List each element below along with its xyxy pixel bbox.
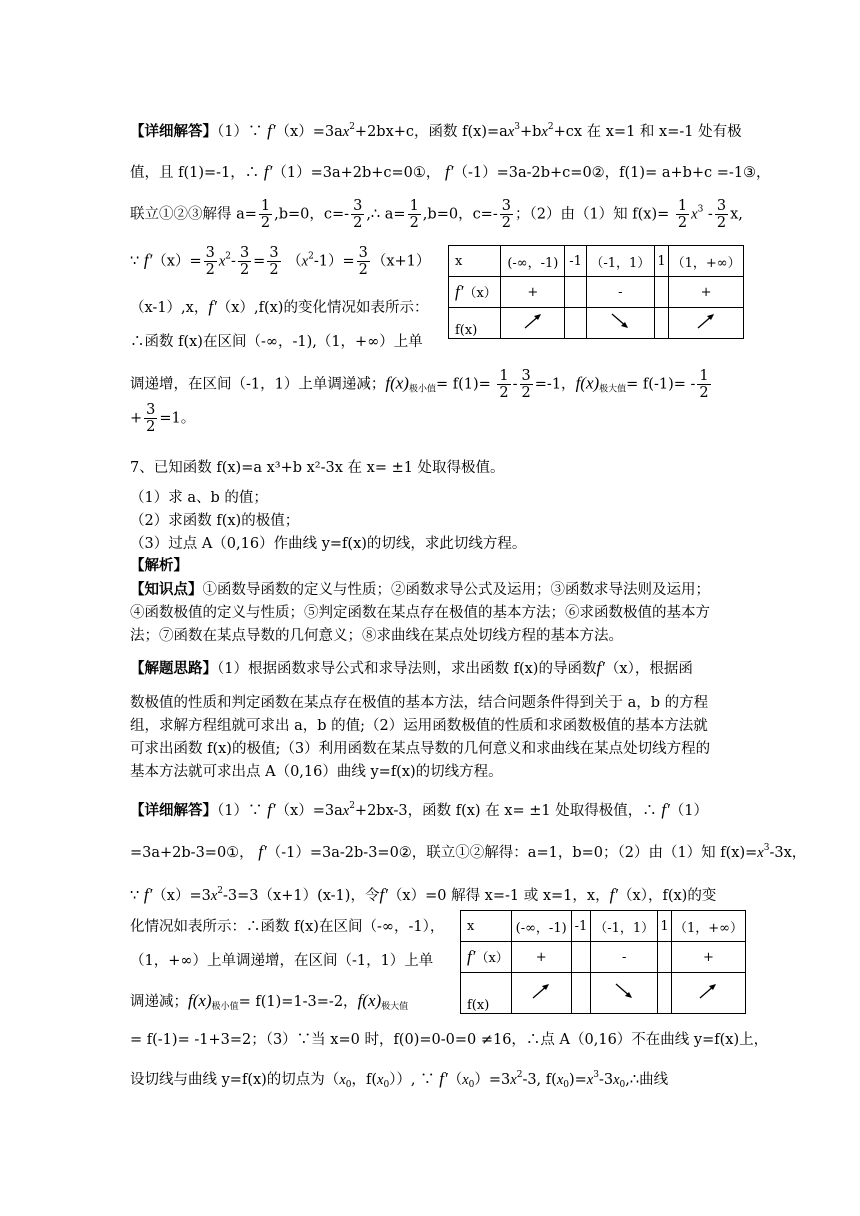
fraction: $\frac{3}{2}$ — [501, 198, 511, 231]
p7-idea5: 基本方法就可求出点 A（0,16）曲线 y=f(x)的切线方程。 — [130, 764, 503, 780]
p7-ans7: = f(-1)= -1+3=2；（3）∵当 x=0 时，f(0)=0-0=0 ≠16，∴点 A（0,16）不在曲线 y=f(x)上， — [130, 1032, 769, 1048]
arrow-down-right-icon — [609, 311, 631, 331]
p7-kp1: 【知识点】①函数导函数的定义与性质；②函数求导公式及运用；③函数求导法则及运用； — [130, 581, 710, 598]
p7-title: 7、已知函数 f(x)=a x³+b x²-3x 在 x= ±1 处取得极值。 — [130, 460, 505, 476]
fraction: $\frac{3}{2}$ — [358, 245, 368, 278]
fraction: $\frac{3}{2}$ — [269, 245, 279, 278]
fraction: $\frac{1}{2}$ — [699, 368, 709, 401]
p7-kp3: 法；⑦函数在某点导数的几何意义；⑧求曲线在某点处切线方程的基本方法。 — [130, 628, 623, 644]
p7-idea1: 【解题思路】（1）根据函数求导公式和求导法则，求出函数 f(x)的导函数f′（x），根据函 — [130, 658, 693, 677]
p7-ans6: 调递减；$f(x)_{极小值}= f(1)=1-3=-2$，$f(x)_{极大值}$ — [130, 991, 409, 1012]
p6-line7: 调递增，在区间（-1，1）上单调递减；$f(x)_{极小值}= f(1)=$ $\frac{1}{2}$ - $\frac{3}{2}$ =-1，$f(x)_{极大值}= f(-1)=$ - $\frac{1}{2}$ — [130, 368, 709, 401]
p6-line6: ∴函数 f(x)在区间（-∞，-1),（1，+∞）上单 — [130, 334, 423, 350]
p7-idea2: 数极值的性质和判定函数在某点存在极值的基本方法，结合问题条件得到关于 a，b 的方程 — [130, 695, 709, 711]
p6-line4: ∵ f′（x）= $\frac{3}{2}$ $x^2-$ $\frac{3}{2}$ = $\frac{3}{2}$ $(x^2-1)=$ $\frac{3}{2}$ （x+1） — [130, 245, 431, 278]
p6-line3: 联立①②③解得 a= $\frac{1}{2}$ ,b=0，c=- $\frac{3}{2}$ ,∴ a= $\frac{1}{2}$ ,b=0，c=- $\frac{3}{2}$ ；（2）由（1）知 f(x)= $\frac{1}{2}$ $x^3$ - $\frac{3}{2}$ x, — [130, 198, 743, 231]
table-row: f′（x） + - + — [461, 942, 746, 973]
fraction: $\frac{1}{2}$ — [409, 198, 419, 231]
variation-table-2 — [460, 910, 746, 1014]
p7-q3: （3）过点 A（0,16）作曲线 y=f(x)的切线，求此切线方程。 — [130, 536, 527, 552]
arrow-up-right-icon — [697, 981, 719, 1001]
p7-q2: （2）求函数 f(x)的极值； — [130, 513, 300, 529]
p6-line1: 【详细解答】（1）∵ $f'(x)=3ax^2+2bx+c$，函数 $f(x)=ax^3+bx^2+cx$ 在 x=1 和 x=-1 处有极 — [130, 121, 742, 140]
p6-line5: （x-1）,x，f′（x）,f(x)的变化情况如表所示： — [130, 297, 429, 316]
p7-ans2: =3a+2b-3=0①， f′（-1）=3a-2b-3=0②，联立①②解得：a=1，b=0；（2）由（1）知 $f(x)=x^3-3x$， — [130, 842, 807, 861]
p6-line2: 值，且 f(1)=-1，∴ f′（1）=3a+2b+c=0①， f′（-1）=3a-2b+c=0②，f(1)= a+b+c =-1③， — [130, 162, 771, 181]
arrow-up-right-icon — [522, 311, 544, 331]
p7-ans4: 化情况如表所示：∴函数 f(x)在区间（-∞，-1）， — [130, 919, 445, 935]
fraction: $\frac{3}{2}$ — [146, 402, 156, 435]
variation-table-1 — [448, 245, 744, 339]
p7-ans5: （1，+∞）上单调递增，在区间（-1，1）上单 — [130, 953, 434, 969]
p7-q1: （1）求 a、b 的值； — [130, 490, 268, 506]
p7-idea3: 组，求解方程组就可求出 a，b 的值;（2）运用函数极值的性质和求函数极值的基本方法就 — [130, 718, 708, 734]
p7-kp2: ④函数极值的定义与性质；⑤判定函数在某点存在极值的基本方法；⑥求函数极值的基本方 — [130, 605, 710, 621]
fprime-symbol: f′ — [267, 121, 276, 140]
answer-label: 【详细解答】 — [130, 123, 217, 140]
table-row: f(x) — [461, 973, 746, 1014]
p7-ans1: 【详细解答】（1）∵ $f'(x)=3ax^2+2bx-3$，函数 f(x) 在 x= ±1 处取得极值，∴ f′（1） — [130, 800, 709, 819]
fraction: $\frac{3}{2}$ — [239, 245, 250, 278]
fraction: $\frac{3}{2}$ — [353, 198, 363, 231]
arrow-down-right-icon — [613, 981, 635, 1001]
table-row: x (-∞，-1) -1 （-1，1） 1 （1，+∞） — [461, 911, 746, 942]
p7-ans3: ∵ $f'(x)=3x^2-3=3(x+1)(x-1)$，令f′（x）=0 解得 x=-1 或 x=1，x，f′（x），f(x)的变 — [130, 885, 717, 904]
p7-analysis-label: 【解析】 — [130, 557, 188, 574]
table-row: f(x) — [449, 308, 744, 339]
fraction: $\frac{1}{2}$ — [499, 368, 509, 401]
fraction: $\frac{1}{2}$ — [260, 198, 271, 231]
p7-ans8: 设切线与曲线 y=f(x)的切点为（$x_0$，$f(x_0)$）, ∵ $f'(x_0)=3x^2-3$, $f(x_0)=x^3-3x_0,\therefore$曲线 — [130, 1069, 669, 1090]
fraction: $\frac{3}{2}$ — [521, 368, 531, 401]
arrow-up-right-icon — [530, 981, 552, 1001]
p7-idea4: 可求出函数 f(x)的极值;（3）利用函数在某点导数的几何意义和求曲线在某点处切线方程的 — [130, 741, 711, 757]
arrow-up-right-icon — [695, 311, 717, 331]
table-row: x (-∞，-1) -1 （-1，1） 1 （1，+∞） — [449, 246, 744, 277]
fraction: $\frac{1}{2}$ — [677, 198, 688, 231]
table-row: f′（x） + - + — [449, 277, 744, 308]
fraction: $\frac{3}{2}$ — [205, 245, 215, 278]
fraction: $\frac{3}{2}$ — [716, 198, 727, 231]
p6-line8: + $\frac{3}{2}$ =1。 — [130, 402, 196, 435]
